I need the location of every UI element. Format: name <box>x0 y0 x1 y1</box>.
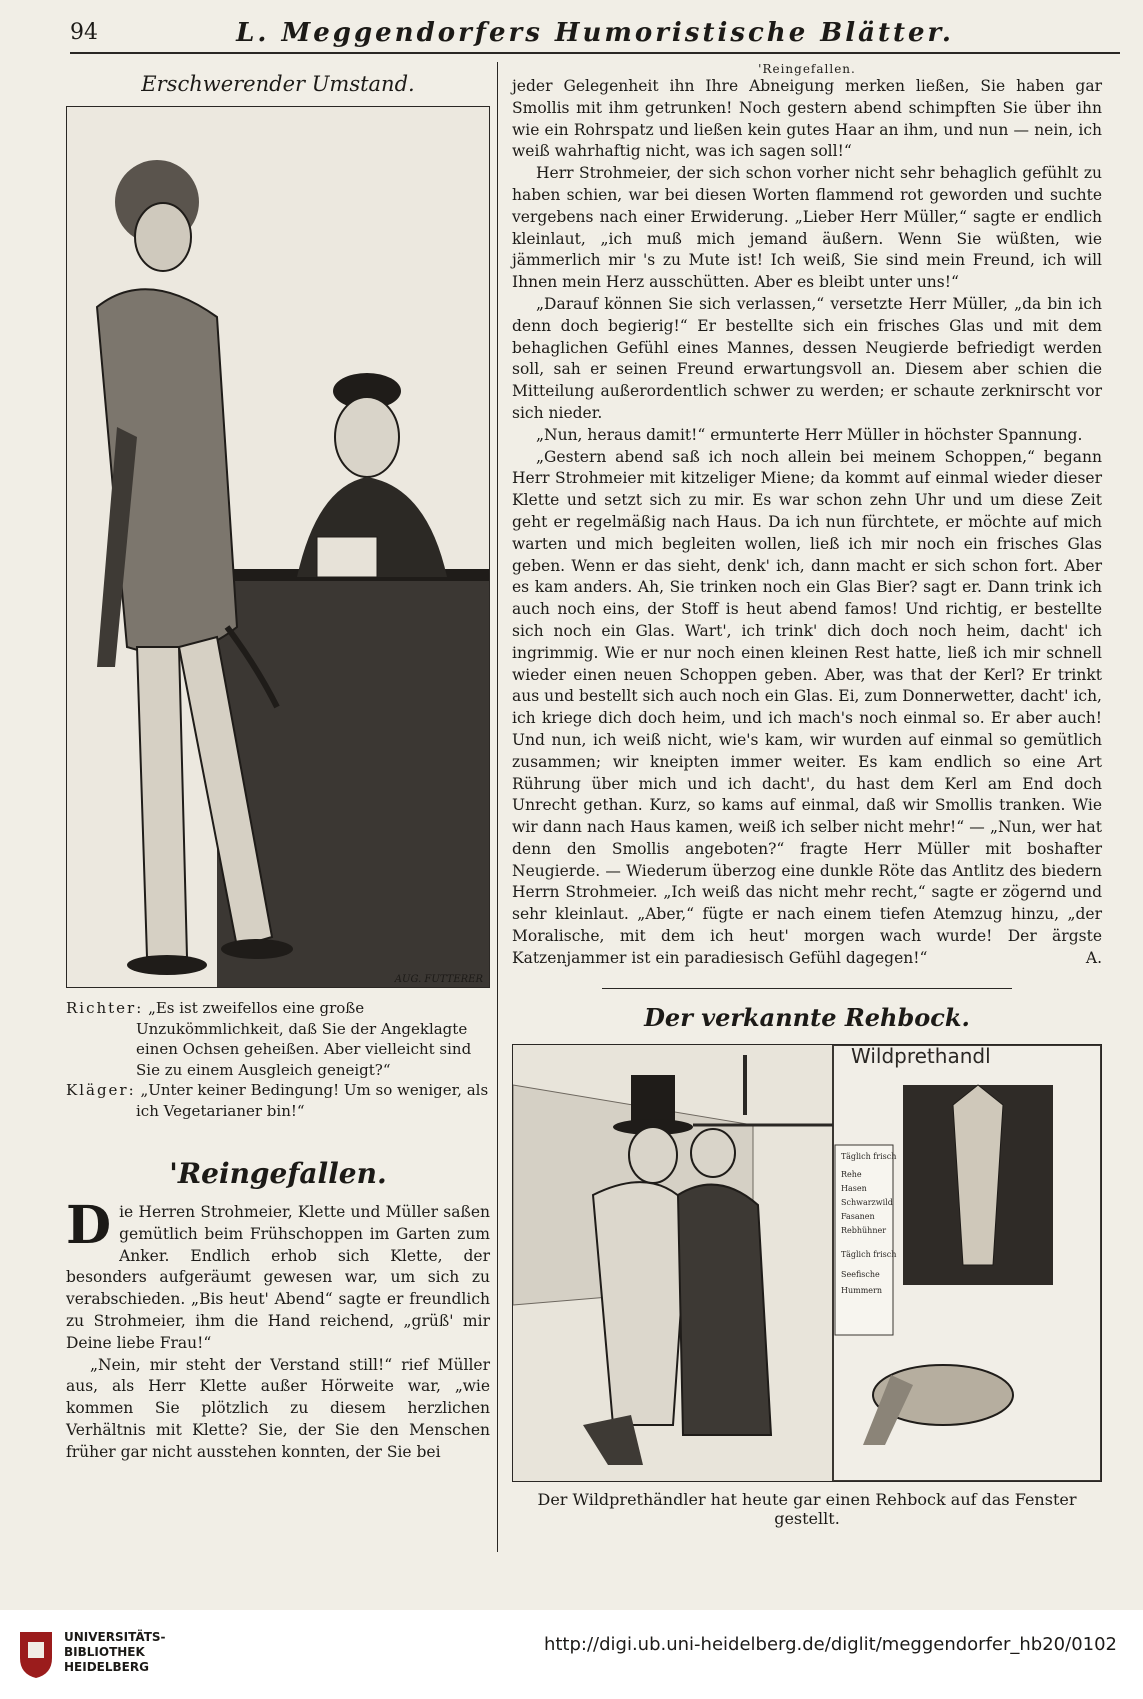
cartoon-caption <box>66 998 490 1121</box>
paragraph-text: „Gestern abend saß ich noch allein bei meinem Schoppen,“ begann Herr Strohmeier mit kitzeliger Miene; da kommt auf einmal wieder dieser Klette und setzt sich zu mir. Es war schon zehn Uhr und um diese Zeit geht er regelmäßig nach Haus. Da ich nun fürchtete, er möchte auf mich warten und mich begleiten wollen, ließ ich mir noch ein frisches Glas geben. Wenn er das sieht, denk' ich, dann macht er sich schon fort. Aber es kam anders. Ah, Sie trinken noch ein Glas Bier? sagt er. Dann trink ich auch noch eins, der Stoff is heut abend famos! Und richtig, er bestellte sich noch ein Glas. Wart', ich trink' dich doch noch heim, dacht' ich ingrimmig. Wie er nur noch einen kleinen Rest hatte, ließ ich mir schnell wieder einen neuen Schoppen geben. Aber, was that der Kerl? Er trinkt aus und bestellt sich auch noch ein Glas. Ei, zum Donnerwetter, dacht' ich, ich kriege dich doch heim, und ich mach's noch einmal so. Er aber auch! Und nun, ich weiß nicht, wie's kam, wir wurden auf einmal so gemütlich zusammen; wir kneipten immer weiter. Es kam endlich so eine Art Rührung über mich und ich dacht', du hast dem Kerl am End doch Unrecht gethan. Kurz, so kams auf einmal, daß wir Smollis tranken. Wie wir dann nach Haus kamen, weiß ich selber nicht mehr!“ — „Nun, wer hat denn den Smollis angeboten?“ fragte Herr Müller mit boshafter Neugierde. — Wiederum überzog eine dunkle Röte das Antlitz des biedern Herrn Strohmeier. „Ich weiß das nicht mehr recht,“ sagte er zögernd und sehr kleinlaut. „Aber,“ fügte er nach einem tiefen Atemzug hinzu, „der Moralische, mit dem ich heut' morgen wach wurde! Der ärgste Katzenjammer ist ein paradiesisch Gefühl dagegen!“ <box>512 447 1102 967</box>
library-footer <box>0 1610 1143 1699</box>
artist-signature: AUG. FUTTERER <box>394 974 483 985</box>
shop-list-item: Fasanen <box>841 1211 875 1221</box>
shop-list-item: Schwarzwild <box>841 1197 893 1207</box>
column-divider <box>497 62 498 1552</box>
butcher-shop-illustration <box>512 1044 1102 1482</box>
right-column <box>512 60 1102 1528</box>
running-title: L. Meggendorfers Humoristische Blätter. <box>236 18 954 48</box>
article-paragraph: „Darauf können Sie sich verlassen,“ versetzte Herr Müller, „da bin ich denn doch begierig!“ Er bestellte sich ein frisches Glas und mit dem behaglichen Gefühl eines Mannes, dessen Neugierde befriedigt werden soll, sah er seinen Freund erwartungsvoll an. Diesem aber schien die Mitteilung außerordentlich schwer zu werden; er schaute zerknirscht vor sich nieder. <box>512 294 1102 422</box>
shop-sign-text: Wildprethandl <box>851 1044 991 1068</box>
article-body-start <box>66 1195 490 1464</box>
caption-line-judge <box>66 998 490 1080</box>
article-title: 'Reingefallen. <box>169 1157 387 1190</box>
university-seal-icon <box>16 1628 56 1680</box>
article-paragraph <box>66 1195 490 1355</box>
cartoon-title-rehbock: Der verkannte Rehbock. <box>644 1002 970 1032</box>
caption-text: „Es ist zweifellos eine große Unzukömmlichkeit, daß Sie der Angeklagte einen Ochsen geheißen. Aber vielleicht sind Sie zu einem Ausgleich geneigt?“ <box>136 999 472 1079</box>
institution-line: UNIVERSITÄTS- <box>64 1630 166 1644</box>
left-column <box>66 60 490 1464</box>
courtroom-drawing <box>67 107 489 987</box>
caption-line-plaintiff <box>66 1080 490 1121</box>
cartoon2-caption: Der Wildprethändler hat heute gar einen Rehbock auf das Fenster gestellt. <box>537 1489 1077 1528</box>
institution-line: HEIDELBERG <box>64 1660 149 1674</box>
paragraph-text: ie Herren Strohmeier, Klette und Müller saßen gemütlich beim Frühschoppen im Garten zum Anker. Endlich erhob sich Klette, der besonders aufgeräumt gewesen war, um sich zu verabschieden. „Bis heut' Abend“ sagte er freundlich zu Strohmeier, ihm die Hand reichend, „grüß' mir Deine liebe Frau!“ <box>66 1203 490 1352</box>
page-header <box>70 18 1120 54</box>
article-paragraph: jeder Gelegenheit ihn Ihre Abneigung merken ließen, Sie haben gar Smollis mit ihm getrunken! Noch gestern abend schimpften Sie über ihn wie ein Rohrspatz und ließen kein gutes Haar an ihm, und nun — nein, ich weiß wahrhaftig nicht, was ich sagen soll!“ <box>512 77 1102 161</box>
section-divider <box>602 988 1012 989</box>
article-paragraph: Herr Strohmeier, der sich schon vorher nicht sehr behaglich gefühlt zu haben schien, war bei diesen Worten flammend rot geworden und suchte vergebens nach einer Erwiderung. „Lieber Herr Müller,“ sagte er endlich kleinlaut, „ich muß mich jemand äußern. Wenn Sie wüßten, wie jämmerlich mir 's zu Mute ist! Ich weiß, Sie sind mein Freund, ich will Ihnen mein Herz ausschütten. Aber es bleibt unter uns!“ <box>512 164 1102 292</box>
shop-list-item: Hasen <box>841 1183 867 1193</box>
page-number: 94 <box>70 20 98 45</box>
permalink[interactable]: http://digi.ub.uni-heidelberg.de/diglit/meggendorfer_hb20/0102 <box>543 1634 1117 1655</box>
courtroom-illustration <box>66 106 490 988</box>
caption-speaker: Richter: <box>66 999 144 1017</box>
shop-list-item: Täglich frisch <box>841 1151 897 1161</box>
shop-list-item: Rebhühner <box>841 1225 887 1235</box>
article-paragraph <box>512 447 1102 970</box>
article-body-continued <box>512 76 1102 970</box>
cartoon-title-erschwerender: Erschwerender Umstand. <box>141 72 415 96</box>
article-paragraph: „Nun, heraus damit!“ ermunterte Herr Müller in höchster Spannung. <box>536 425 1083 444</box>
shop-list-item: Rehe <box>841 1169 862 1179</box>
drop-cap: D <box>66 1195 112 1256</box>
shop-list-item: Täglich frisch <box>841 1249 897 1259</box>
caption-text: „Unter keiner Bedingung! Um so weniger, als ich Vegetarianer bin!“ <box>136 1081 489 1120</box>
shop-list-item: Seefische <box>841 1269 880 1279</box>
shop-list-item: Hummern <box>841 1285 883 1295</box>
author-signature: A. <box>1085 948 1102 967</box>
shop-drawing <box>513 1045 1101 1481</box>
article-paragraph: „Nein, mir steht der Verstand still!“ rief Müller aus, als Herr Klette außer Hörweite war, „wie kommen Sie plötzlich zu diesem herzlichen Verhältnis mit Klette? Sie, der Sie den Menschen früher gar nicht ausstehen konnten, der Sie bei <box>66 1355 490 1461</box>
continuation-header: 'Reingefallen. <box>758 62 856 76</box>
caption-speaker: Kläger: <box>66 1081 136 1099</box>
institution-name <box>64 1630 166 1675</box>
institution-line: BIBLIOTHEK <box>64 1645 145 1659</box>
